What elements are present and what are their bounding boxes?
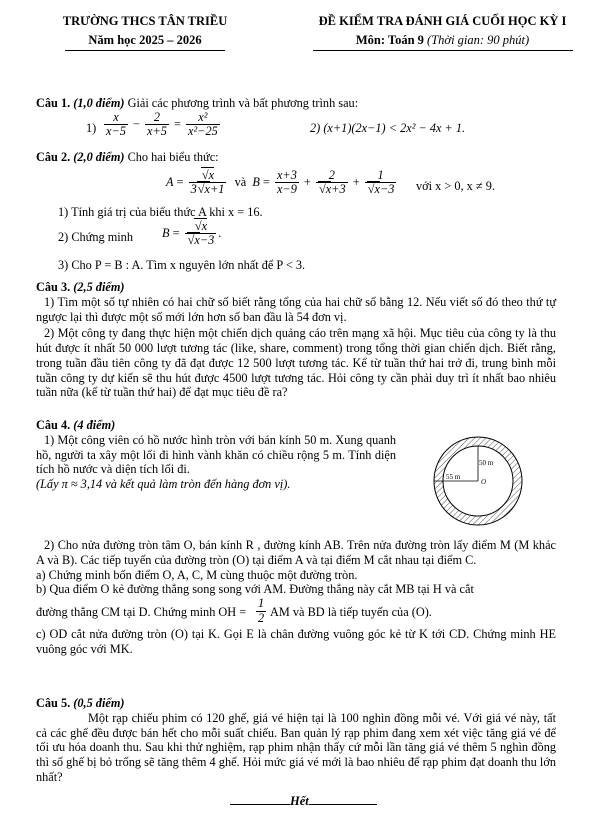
q2-part1: 1) Tính giá trị của biểu thức A khi x = 16. bbox=[58, 204, 263, 219]
question-4-part2 bbox=[36, 538, 556, 657]
q4-points: (4 điểm) bbox=[73, 418, 116, 432]
header-right-rule bbox=[313, 50, 573, 51]
q3-title: Câu 3. bbox=[36, 280, 71, 294]
question-3 bbox=[36, 280, 556, 400]
q4-part2-c: c) OD cắt nửa đường tròn (O) tại K. Gọi E là chân đường vuông góc kẻ từ K tới CD. Chứng minh HE vuông góc với MK. bbox=[36, 627, 556, 656]
q2-expressions bbox=[36, 165, 556, 205]
q3-part1: 1) Tìm một số tự nhiên có hai chữ số biết rằng tổng của hai chữ số bằng 12. Nếu viết số đó theo thứ tự ngược lại thì được một số mới lớn hơn số ban đầu là 54 đơn vị. bbox=[36, 294, 556, 324]
q5-title: Câu 5. bbox=[36, 696, 71, 710]
school-name: TRƯỜNG THCS TÂN TRIỀU bbox=[62, 14, 228, 28]
q2-expr-A: A = √ $\frac{x}{3√ x+1}$ và B = $\frac{x+3}{x-9}$ + 2 √ x+3 + 1 √ x−3 bbox=[166, 169, 398, 197]
q2-intro: Cho hai biểu thức: bbox=[127, 150, 219, 164]
header-left-rule bbox=[65, 50, 225, 51]
end-text: Hết bbox=[290, 794, 309, 808]
q4-part1: 1) Một công viên có hồ nước hình tròn với bán kính 50 m. Xung quanh hồ, người ta xây một lối đi hình vành khăn có chiều rộng 5 m. Tính diện tích hồ nước và diện tích lối đi. bbox=[36, 432, 396, 477]
q3-points: (2,5 điểm) bbox=[73, 280, 125, 294]
q4-part2-b1: b) Qua điểm O kẻ đường thẳng song song với AM. Đường thẳng này cắt MB tại H và cắt bbox=[36, 582, 474, 597]
q4-b2-right: AM và BD là tiếp tuyến của (O). bbox=[270, 605, 432, 619]
question-2 bbox=[36, 150, 556, 272]
q1-heading bbox=[36, 96, 556, 111]
q4-title: Câu 4. bbox=[36, 418, 71, 432]
q4-b2-frac: $\frac{1}{2}$ bbox=[258, 596, 265, 625]
end-line-left bbox=[230, 804, 290, 805]
q1-intro: Giải các phương trình và bất phương trình sau: bbox=[127, 96, 359, 110]
q2-title: Câu 2. bbox=[36, 150, 71, 164]
exam-subject-line bbox=[300, 33, 585, 48]
q5-heading bbox=[36, 696, 556, 711]
q2-part3: 3) Cho P = B : A. Tìm x nguyên lớn nhất để P < 3. bbox=[58, 257, 306, 272]
q4-part2: 2) Cho nửa đường tròn tâm O, bán kính R , đường kính AB. Trên nửa đường tròn lấy điểm M (M khác A và B). Các tiếp tuyến của đường tròn (O) tại điểm A và tại điểm M cắt nhau tại điểm C. bbox=[36, 538, 556, 567]
question-1 bbox=[36, 96, 556, 145]
exam-title: ĐỀ KIỂM TRA ĐÁNH GIÁ CUỐI HỌC KỲ I bbox=[318, 14, 567, 28]
q1-part1-equation: $\frac{x}{x-5}$ − $\frac{2}{x+5}$ = $\frac{\text{x²}}{\text{x²−25}}$ bbox=[106, 109, 218, 139]
q1-parts bbox=[36, 111, 556, 145]
q2-part2-text: 2) Chứng minh bbox=[58, 229, 133, 244]
q3-part2: 2) Một công ty đang thực hiện một chiến dịch quảng cáo trên mạng xã hội. Mục tiêu của công ty là thu hút được ít nhất 50 000 lượt tương tác (like, share, comment) trong tổng thời gian chiến dịch. Biết rằng, trong tuần đầu tiên công ty đã đạt được 12 500 lượt tương tác. Kể từ tuần thứ hai trở đi, trung bình mỗi tuần công ty dự kiến sẽ thu hút được 4500 lượt tương tác. Hỏi công ty cần phải duy trì ít nhất bao nhiêu tuần nữa (kể từ tuần thứ hai) để đạt mục tiêu đề ra? bbox=[36, 326, 556, 400]
q5-points: (0,5 điểm) bbox=[73, 696, 125, 710]
end-marker bbox=[230, 794, 377, 809]
q1-part1-label: 1) bbox=[86, 120, 97, 135]
q2-points: (2,0 điểm) bbox=[73, 150, 125, 164]
exam-subject: Môn: Toán 9 bbox=[355, 33, 424, 47]
q5-text: Một rạp chiếu phim có 120 ghế, giá vé hiện tại là 100 nghìn đồng mỗi vé. Với giá vé này, tất cả các ghế đều được bán hết cho mỗi suất chiếu. Ban quản lý rạp phim đang xem xét việc tăng giá vé để tối ưu hóa doanh thu. Sau khi thử nghiệm, rạp phim nhận thấy cứ mỗi lần tăng giá vé thêm 5 nghìn đồng thì số ghế bị bỏ trống sẽ tăng thêm 4 ghế. Hỏi mức giá vé mới là bao nhiêu để rạp phim đạt doanh thu lớn nhất? bbox=[36, 710, 556, 784]
school-year: Năm học 2025 – 2026 bbox=[88, 33, 202, 47]
park-lake-figure bbox=[432, 435, 524, 527]
q4-part2-b2 bbox=[36, 597, 556, 627]
q4-heading bbox=[36, 418, 556, 433]
q1-title: Câu 1. bbox=[36, 96, 71, 110]
question-5 bbox=[36, 696, 556, 785]
q1-part2: 2) (x+1)(2x−1) < 2x² − 4x + 1. bbox=[310, 120, 466, 135]
label-inner-radius: 50 m bbox=[479, 459, 494, 467]
q4-part1-note: (Lấy π ≈ 3,14 và kết quả làm tròn đến hàng đơn vị). bbox=[36, 477, 291, 491]
label-outer-radius: 55 m bbox=[446, 473, 461, 481]
q2-part2 bbox=[36, 220, 556, 256]
q4-part2-a: a) Chứng minh bốn điểm O, A, C, M cùng thuộc một đường tròn. bbox=[36, 567, 358, 582]
header-left bbox=[40, 14, 250, 51]
q2-part2-formula: B = √ x √ x−3 . bbox=[162, 220, 221, 248]
q2-condition: với x > 0, x ≠ 9. bbox=[416, 178, 495, 193]
q1-points: (1,0 điểm) bbox=[73, 96, 125, 110]
exam-time: (Thời gian: 90 phút) bbox=[427, 33, 530, 47]
header-right bbox=[300, 14, 585, 51]
q4-b2-left: đường thẳng CM tại D. Chứng minh OH = bbox=[36, 605, 247, 619]
q3-heading bbox=[36, 280, 556, 295]
q2-heading bbox=[36, 150, 556, 165]
label-center: O bbox=[481, 478, 487, 486]
end-line-right bbox=[309, 804, 377, 805]
